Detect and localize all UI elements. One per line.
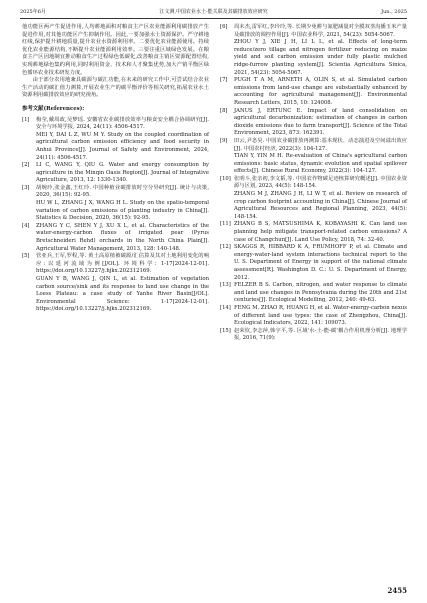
reference-text: 梅莹,戴周政,吴梦瑶. 安徽省农业碳排放效率与粮食安全耦合协调研究[J]. 安全与环境学报, 2024, 24(11): 4506-4517. xyxy=(36,116,209,131)
reference-item xyxy=(220,305,407,328)
reference-text: HU W L, ZHANG J X, WANG H L. Study on the spatio-temporal variation of carbon emissions of planting industry in China[J]. Statistics & Decision, 2020, 36(15): 92-95. xyxy=(36,200,209,222)
reference-text: 赵荣钦,李志萍,韩宇平,等. 区域'水-土-能-碳'耦合作用机理分析[J]. 地理学报, 2016, 71(9): xyxy=(234,327,407,342)
reference-text: 管亚兵,王军,罗程,等. 黄土高原植被碳源/汇估算及其对土地利用变化的响应:以延河流域为例[J/OL]. 环境科学: 1-17[2024-12-01]. https://doi.org/10.13227/j.hjkx.202312169. xyxy=(36,253,209,275)
reference-text: MEI Y, DAI L Z, WU M Y. Study on the coupled coordination of agricultural carbon emission efficiency and food security in Anhui Province[J]. Journal of Safety and Environment, 2024, 24(11): 4506-4517. xyxy=(36,131,209,161)
reference-body xyxy=(36,185,209,223)
reference-number: [13] xyxy=(220,282,231,289)
reference-body xyxy=(234,24,407,77)
reference-body xyxy=(234,244,407,282)
header-date-en: Jun., 2025 xyxy=(381,9,407,15)
reference-text: ZHANG B S, MATSUSHIMA K, KOBAYASHI K. Can land use planning help mitigate transport-related carbon emissions? A case of Changchun[J]. Land Use Policy, 2018, 74: 32-40. xyxy=(234,221,407,243)
reference-item xyxy=(220,108,407,138)
reference-body xyxy=(234,138,407,176)
right-column xyxy=(220,24,407,343)
running-header xyxy=(20,6,407,19)
reference-item xyxy=(220,24,407,77)
reference-body xyxy=(234,328,407,343)
reference-text: FELZER B S. Carbon, nitrogen, and water response to climate and land use changes in Pennsylvania during the 20th and 21st centuries[J]. Ecological Modelling, 2012, 240: 49-63. xyxy=(234,282,407,304)
reference-body xyxy=(36,117,209,163)
reference-item xyxy=(22,185,209,223)
reference-text: ZHANG M J, ZHANG J H, LI W T, et al. Review on research of crop carbon footprint accounting in China[J]. Chinese Journal of Agricultural Resources and Regional Planning, 2023, 44(5): 148-154. xyxy=(234,191,407,220)
reference-body xyxy=(234,221,407,244)
reference-item xyxy=(220,328,407,343)
reference-text: 周未杰,雷军红,李玲玲,等. 长期少免耕与氮肥减量对全膜双垄沟播玉米产量及碳排放的调控作用[J]. 中国农业科学, 2021, 54(23): 5054-5067. xyxy=(234,24,407,38)
reference-item xyxy=(22,162,209,185)
reference-body xyxy=(234,305,407,328)
reference-item xyxy=(220,176,407,222)
reference-item xyxy=(220,282,407,305)
reference-item xyxy=(220,221,407,244)
reference-number: [1] xyxy=(22,116,30,123)
reference-list xyxy=(220,24,407,343)
reference-text: 田云,尹忞昊. 中国农业碳排放再测算:基本现状、动态演进及空间溢出效应[J]. 中国农村经济, 2022(3): 104-127. xyxy=(234,137,407,152)
body-paragraph: 由于部分农用地兼具碳源与碳汇功能,在未来的研究工作中,可尝试结合农业生产活动的碳汇值力测算,开展农业生产的碳平衡评价等相关研究,拓展农业水土资源利用碳排放效应的研究视角。 xyxy=(22,77,209,99)
reference-item xyxy=(22,223,209,253)
reference-body xyxy=(234,176,407,222)
reference-body xyxy=(234,77,407,107)
reference-text: PUGH T A M, ARNETH A, OLIN S, et al. Simulated carbon emissions from land-use change are substantially enhanced by accounting for agricultural management[J]. Environmental Research Letters, 2015, 10: 124008. xyxy=(234,77,407,106)
reference-body xyxy=(234,282,407,305)
reference-text: 胡婉玲,张金鑫,王红玲. 中国种植业碳排放时空分异研究[J]. 统计与决策, 2020, 36(15): 92-95. xyxy=(36,184,209,199)
reference-item xyxy=(22,253,209,314)
reference-number: [7] xyxy=(220,77,228,84)
reference-body xyxy=(36,253,209,314)
reference-body xyxy=(36,162,209,185)
reference-item xyxy=(220,77,407,107)
reference-text: TIAN Y, YIN M H. Re-evaluation of China's agricultural carbon emissions: basic status, dynamic evolution and spatial spillover effects[J]. Chinese Rural Economy, 2022(3): 104-127. xyxy=(234,153,407,175)
header-title: 江文测,中国农业水土-能关联及其碳排放效应研究 xyxy=(159,9,268,15)
left-column xyxy=(22,24,209,314)
reference-text: SKAGGS R, HIBBARD K A, FRUMHOFF P, et al. Climate and energy-water-land system interactions technical report to the U. S. Department of Energy in support of the national climate assessment[R]. Washington D. C.: U. S. Department of Energy, 2012. xyxy=(234,244,407,281)
reference-text: LI C, WANG Y, QIU G. Water and energy consumption by agriculture in the Minqin Oasis Region[J]. Journal of Integrative Agriculture, 2013, 12: 1330-1340. xyxy=(36,162,209,184)
reference-text: GUAN Y B, WANG J, QIN L, et al. Estimation of vegetation carbon source/sink and its response to land use change in the Loess Plateau: a case study of Yanhe River Basin[J/OL]. Environmental Science: 1-17[2024-12-01]. https://doi.org/10.13227/j.hjkx.202312169. xyxy=(36,276,209,313)
reference-body xyxy=(36,223,209,253)
references-heading: 参考文献(References): xyxy=(22,105,85,112)
page-number: 2455 xyxy=(387,586,407,595)
reference-item xyxy=(22,117,209,163)
reference-text: 张明斗,张亲初,李文韬,等. 中国农作物碳足迹核算研究概述[J]. 中国农业资源与区划, 2023, 44(5): 148-154. xyxy=(234,175,407,190)
reference-number: [2] xyxy=(22,162,30,169)
reference-number: [6] xyxy=(220,24,228,30)
reference-number: [14] xyxy=(220,304,231,311)
reference-number: [8] xyxy=(220,107,228,114)
reference-text: ZHANG Y C, SHEN Y J, XU X L, et al. Characteristics of the water-energy-carbon fluxes of irrigated pear (Pyrus Bretschneideri Rehd) orchards in the North China Plain[J]. Agricultural Water Management, 2013, 128: 140-148. xyxy=(36,222,209,252)
reference-number: [3] xyxy=(22,184,30,191)
reference-number: [10] xyxy=(220,175,231,182)
reference-number: [11] xyxy=(220,221,231,228)
reference-number: [15] xyxy=(220,327,231,334)
body-paragraph: 他功能区两产生促进作用,人均耕地面积对粮食主产区农业能源利用碳排放产生促进作用,对其他功能区产生抑制作用。因此,一要加强水土资源保护。严守耕地红线,保护提升耕地质量,提升农业水资源利用率。二要优化农业能源使用。持续优化农业能源结构,不断提升农业能源利用效率。三要注重区域绿色发展。在粮食主产区因地制宜推动粮食生产过程绿色低碳化,改善粮食主销区资源配置结构,实现耕地绿色集约利用,同时利用资金、技术和人才聚集优势,加大产销平衡区绿色循环农业技术研发力度。 xyxy=(22,24,209,76)
reference-number: [5] xyxy=(22,253,30,260)
reference-number: [4] xyxy=(22,222,30,229)
reference-number: [9] xyxy=(220,137,228,144)
reference-text: JANUS J, ERTUNC E. Impact of land consolidation on agricultural decarbonization: estimation of changes in carbon dioxide emissions due to farm transport[J]. Science of the Total Environment, 2023, 873: 162391. xyxy=(234,107,407,137)
reference-text: FENG M, ZHAO R, HUANG H, et al. Water-energy-carbon nexus of different land use types: the case of Zhengzhou, China[J]. Ecological Indicators, 2022, 141: 109073. xyxy=(234,304,407,327)
reference-text: ZHOU Y J, XIE J H, LI L L, et al. Effects of long-term reduce/zero tillage and nitrogen fertilizer reducing on maize yield and soil carbon emission under fully plastic mulched ridge-furrow planting system[J]. Scientia Agricultura Sinica, 2021, 54(23): 5054-5067. xyxy=(234,39,407,76)
reference-item xyxy=(220,138,407,176)
reference-list xyxy=(22,117,209,314)
header-date: 2025年6月 xyxy=(20,9,46,15)
reference-item xyxy=(220,244,407,282)
reference-number: [12] xyxy=(220,244,231,251)
reference-body xyxy=(234,108,407,138)
